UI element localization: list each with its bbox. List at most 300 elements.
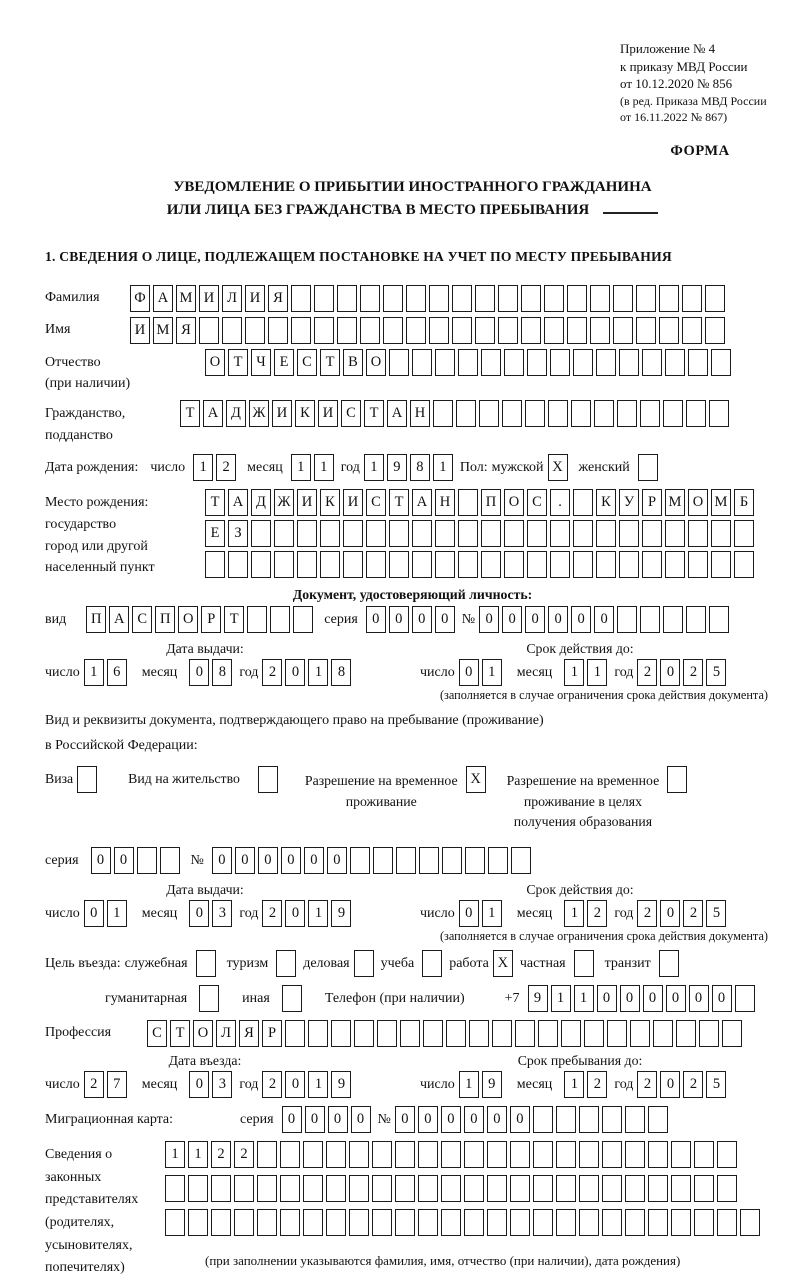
form-cell[interactable]: [544, 285, 564, 312]
form-cell[interactable]: [452, 285, 472, 312]
form-cell[interactable]: [383, 285, 403, 312]
form-cell[interactable]: Л: [216, 1020, 236, 1047]
form-cell[interactable]: [458, 489, 478, 516]
form-cell[interactable]: [446, 1020, 466, 1047]
form-cell[interactable]: [481, 520, 501, 547]
form-cell[interactable]: 7: [107, 1071, 127, 1098]
form-cell[interactable]: [349, 1175, 369, 1202]
form-cell[interactable]: С: [366, 489, 386, 516]
form-cell[interactable]: А: [153, 285, 173, 312]
form-cell[interactable]: П: [481, 489, 501, 516]
form-cell[interactable]: Т: [364, 400, 384, 427]
form-cell[interactable]: [372, 1141, 392, 1168]
form-cell[interactable]: [717, 1175, 737, 1202]
form-cell[interactable]: [373, 847, 393, 874]
form-cell[interactable]: С: [341, 400, 361, 427]
form-cell[interactable]: [642, 520, 662, 547]
form-cell[interactable]: 2: [262, 659, 282, 686]
form-cell[interactable]: [717, 1141, 737, 1168]
form-cell[interactable]: [498, 285, 518, 312]
form-cell[interactable]: [544, 317, 564, 344]
form-cell[interactable]: [337, 317, 357, 344]
form-cell[interactable]: [636, 317, 656, 344]
form-cell[interactable]: З: [228, 520, 248, 547]
form-cell[interactable]: [291, 285, 311, 312]
form-cell[interactable]: 1: [308, 659, 328, 686]
form-cell[interactable]: [665, 520, 685, 547]
form-cell[interactable]: [602, 1106, 622, 1133]
form-cell[interactable]: 1: [84, 659, 104, 686]
form-cell[interactable]: [694, 1141, 714, 1168]
form-cell[interactable]: [573, 520, 593, 547]
form-cell[interactable]: [418, 1175, 438, 1202]
form-cell[interactable]: 0: [571, 606, 591, 633]
form-cell[interactable]: Я: [268, 285, 288, 312]
form-cell[interactable]: 0: [189, 900, 209, 927]
form-cell[interactable]: X: [548, 454, 568, 481]
form-cell[interactable]: Т: [389, 489, 409, 516]
form-cell[interactable]: [665, 349, 685, 376]
form-cell[interactable]: [228, 551, 248, 578]
form-cell[interactable]: [709, 400, 729, 427]
form-cell[interactable]: 1: [107, 900, 127, 927]
form-cell[interactable]: 0: [464, 1106, 484, 1133]
form-cell[interactable]: [648, 1209, 668, 1236]
form-cell[interactable]: [487, 1209, 507, 1236]
form-cell[interactable]: [412, 551, 432, 578]
form-cell[interactable]: [326, 1209, 346, 1236]
form-cell[interactable]: 0: [689, 985, 709, 1012]
form-cell[interactable]: [441, 1209, 461, 1236]
form-cell[interactable]: 1: [188, 1141, 208, 1168]
form-cell[interactable]: [625, 1175, 645, 1202]
form-cell[interactable]: [389, 349, 409, 376]
form-cell[interactable]: [435, 551, 455, 578]
form-cell[interactable]: [354, 950, 374, 977]
form-cell[interactable]: [571, 400, 591, 427]
form-cell[interactable]: 1: [574, 985, 594, 1012]
form-cell[interactable]: [479, 400, 499, 427]
form-cell[interactable]: [694, 1209, 714, 1236]
form-cell[interactable]: [395, 1141, 415, 1168]
form-cell[interactable]: [366, 551, 386, 578]
form-cell[interactable]: [602, 1175, 622, 1202]
form-cell[interactable]: [590, 285, 610, 312]
form-cell[interactable]: С: [132, 606, 152, 633]
form-cell[interactable]: [475, 285, 495, 312]
form-cell[interactable]: [573, 349, 593, 376]
form-cell[interactable]: [458, 551, 478, 578]
form-cell[interactable]: Ж: [249, 400, 269, 427]
form-cell[interactable]: 1: [314, 454, 334, 481]
form-cell[interactable]: [671, 1141, 691, 1168]
form-cell[interactable]: [314, 285, 334, 312]
form-cell[interactable]: [276, 950, 296, 977]
form-cell[interactable]: [705, 285, 725, 312]
form-cell[interactable]: [717, 1209, 737, 1236]
form-cell[interactable]: [400, 1020, 420, 1047]
form-cell[interactable]: 0: [441, 1106, 461, 1133]
form-cell[interactable]: 0: [281, 847, 301, 874]
form-cell[interactable]: [556, 1209, 576, 1236]
form-cell[interactable]: [556, 1106, 576, 1133]
form-cell[interactable]: [492, 1020, 512, 1047]
form-cell[interactable]: [326, 1141, 346, 1168]
form-cell[interactable]: [303, 1141, 323, 1168]
form-cell[interactable]: .: [550, 489, 570, 516]
form-cell[interactable]: [389, 551, 409, 578]
form-cell[interactable]: [550, 551, 570, 578]
form-cell[interactable]: П: [155, 606, 175, 633]
form-cell[interactable]: [274, 520, 294, 547]
form-cell[interactable]: М: [711, 489, 731, 516]
form-cell[interactable]: 0: [189, 659, 209, 686]
form-cell[interactable]: 0: [389, 606, 409, 633]
form-cell[interactable]: Р: [201, 606, 221, 633]
form-cell[interactable]: М: [176, 285, 196, 312]
form-cell[interactable]: 0: [435, 606, 455, 633]
form-cell[interactable]: [349, 1141, 369, 1168]
form-cell[interactable]: [372, 1209, 392, 1236]
form-cell[interactable]: [165, 1209, 185, 1236]
form-cell[interactable]: [511, 847, 531, 874]
form-cell[interactable]: [640, 606, 660, 633]
form-cell[interactable]: Д: [251, 489, 271, 516]
form-cell[interactable]: 2: [587, 1071, 607, 1098]
form-cell[interactable]: [464, 1141, 484, 1168]
form-cell[interactable]: [533, 1175, 553, 1202]
form-cell[interactable]: [556, 1175, 576, 1202]
form-cell[interactable]: [297, 520, 317, 547]
form-cell[interactable]: [642, 349, 662, 376]
form-cell[interactable]: 0: [91, 847, 111, 874]
form-cell[interactable]: Л: [222, 285, 242, 312]
form-cell[interactable]: [406, 285, 426, 312]
form-cell[interactable]: [579, 1141, 599, 1168]
form-cell[interactable]: 2: [216, 454, 236, 481]
form-cell[interactable]: 0: [366, 606, 386, 633]
form-cell[interactable]: 0: [660, 900, 680, 927]
form-cell[interactable]: [659, 317, 679, 344]
form-cell[interactable]: 5: [706, 659, 726, 686]
form-cell[interactable]: Н: [410, 400, 430, 427]
form-cell[interactable]: 2: [683, 1071, 703, 1098]
form-cell[interactable]: [160, 847, 180, 874]
form-cell[interactable]: [527, 551, 547, 578]
form-cell[interactable]: [510, 1175, 530, 1202]
form-cell[interactable]: 0: [395, 1106, 415, 1133]
form-cell[interactable]: [711, 349, 731, 376]
form-cell[interactable]: [699, 1020, 719, 1047]
form-cell[interactable]: [617, 400, 637, 427]
form-cell[interactable]: [682, 285, 702, 312]
form-cell[interactable]: А: [109, 606, 129, 633]
form-cell[interactable]: [573, 551, 593, 578]
form-cell[interactable]: [538, 1020, 558, 1047]
form-cell[interactable]: [686, 400, 706, 427]
form-cell[interactable]: [579, 1175, 599, 1202]
form-cell[interactable]: Ж: [274, 489, 294, 516]
form-cell[interactable]: [303, 1209, 323, 1236]
form-cell[interactable]: [251, 551, 271, 578]
form-cell[interactable]: [441, 1175, 461, 1202]
form-cell[interactable]: 1: [308, 900, 328, 927]
form-cell[interactable]: [613, 285, 633, 312]
form-cell[interactable]: [556, 1141, 576, 1168]
form-cell[interactable]: [314, 317, 334, 344]
form-cell[interactable]: 1: [364, 454, 384, 481]
form-cell[interactable]: [648, 1106, 668, 1133]
form-cell[interactable]: Т: [180, 400, 200, 427]
form-cell[interactable]: [199, 317, 219, 344]
form-cell[interactable]: 2: [683, 900, 703, 927]
form-cell[interactable]: [258, 766, 278, 793]
form-cell[interactable]: [504, 551, 524, 578]
form-cell[interactable]: О: [504, 489, 524, 516]
form-cell[interactable]: [354, 1020, 374, 1047]
form-cell[interactable]: [653, 1020, 673, 1047]
form-cell[interactable]: 1: [193, 454, 213, 481]
form-cell[interactable]: [735, 985, 755, 1012]
form-cell[interactable]: [607, 1020, 627, 1047]
form-cell[interactable]: [527, 520, 547, 547]
form-cell[interactable]: Ч: [251, 349, 271, 376]
form-cell[interactable]: [625, 1209, 645, 1236]
form-cell[interactable]: Т: [320, 349, 340, 376]
form-cell[interactable]: [343, 551, 363, 578]
form-cell[interactable]: Б: [734, 489, 754, 516]
form-cell[interactable]: [521, 285, 541, 312]
form-cell[interactable]: 1: [551, 985, 571, 1012]
form-cell[interactable]: [688, 349, 708, 376]
form-cell[interactable]: Ф: [130, 285, 150, 312]
form-cell[interactable]: 0: [487, 1106, 507, 1133]
form-cell[interactable]: [636, 285, 656, 312]
form-cell[interactable]: [464, 1209, 484, 1236]
form-cell[interactable]: [619, 520, 639, 547]
form-cell[interactable]: [137, 847, 157, 874]
form-cell[interactable]: [671, 1209, 691, 1236]
form-cell[interactable]: [686, 606, 706, 633]
form-cell[interactable]: 1: [433, 454, 453, 481]
form-cell[interactable]: П: [86, 606, 106, 633]
form-cell[interactable]: [188, 1209, 208, 1236]
form-cell[interactable]: 5: [706, 900, 726, 927]
form-cell[interactable]: [711, 551, 731, 578]
form-cell[interactable]: 0: [285, 900, 305, 927]
form-cell[interactable]: 0: [351, 1106, 371, 1133]
form-cell[interactable]: [285, 1020, 305, 1047]
form-cell[interactable]: [280, 1209, 300, 1236]
form-cell[interactable]: 0: [548, 606, 568, 633]
form-cell[interactable]: [320, 551, 340, 578]
form-cell[interactable]: К: [320, 489, 340, 516]
form-cell[interactable]: [412, 520, 432, 547]
form-cell[interactable]: [663, 606, 683, 633]
form-cell[interactable]: [711, 520, 731, 547]
form-cell[interactable]: 8: [212, 659, 232, 686]
form-cell[interactable]: [533, 1106, 553, 1133]
form-cell[interactable]: [596, 349, 616, 376]
form-cell[interactable]: 0: [459, 659, 479, 686]
form-cell[interactable]: 9: [528, 985, 548, 1012]
form-cell[interactable]: [383, 317, 403, 344]
form-cell[interactable]: 3: [212, 900, 232, 927]
form-cell[interactable]: 8: [331, 659, 351, 686]
form-cell[interactable]: 1: [482, 900, 502, 927]
form-cell[interactable]: 9: [331, 1071, 351, 1098]
form-cell[interactable]: [257, 1141, 277, 1168]
form-cell[interactable]: [475, 317, 495, 344]
form-cell[interactable]: [280, 1175, 300, 1202]
form-cell[interactable]: [293, 606, 313, 633]
form-cell[interactable]: [504, 520, 524, 547]
form-cell[interactable]: К: [596, 489, 616, 516]
form-cell[interactable]: [602, 1141, 622, 1168]
form-cell[interactable]: [337, 285, 357, 312]
form-cell[interactable]: [481, 551, 501, 578]
form-cell[interactable]: [442, 847, 462, 874]
form-cell[interactable]: [671, 1175, 691, 1202]
form-cell[interactable]: 0: [114, 847, 134, 874]
form-cell[interactable]: 8: [410, 454, 430, 481]
form-cell[interactable]: [77, 766, 97, 793]
form-cell[interactable]: 0: [418, 1106, 438, 1133]
form-cell[interactable]: [199, 985, 219, 1012]
form-cell[interactable]: 1: [564, 900, 584, 927]
form-cell[interactable]: X: [493, 950, 513, 977]
form-cell[interactable]: С: [147, 1020, 167, 1047]
form-cell[interactable]: 2: [211, 1141, 231, 1168]
form-cell[interactable]: И: [245, 285, 265, 312]
form-cell[interactable]: [469, 1020, 489, 1047]
form-cell[interactable]: [567, 317, 587, 344]
form-cell[interactable]: [625, 1141, 645, 1168]
form-cell[interactable]: [548, 400, 568, 427]
form-cell[interactable]: [458, 349, 478, 376]
form-cell[interactable]: [594, 400, 614, 427]
form-cell[interactable]: У: [619, 489, 639, 516]
form-cell[interactable]: [574, 950, 594, 977]
form-cell[interactable]: [525, 400, 545, 427]
form-cell[interactable]: [452, 317, 472, 344]
form-cell[interactable]: [389, 520, 409, 547]
form-cell[interactable]: [429, 285, 449, 312]
form-cell[interactable]: [274, 551, 294, 578]
form-cell[interactable]: 0: [502, 606, 522, 633]
form-cell[interactable]: С: [297, 349, 317, 376]
form-cell[interactable]: [331, 1020, 351, 1047]
form-cell[interactable]: [487, 1141, 507, 1168]
form-cell[interactable]: [205, 551, 225, 578]
form-cell[interactable]: [282, 985, 302, 1012]
form-cell[interactable]: [722, 1020, 742, 1047]
form-cell[interactable]: [396, 847, 416, 874]
form-cell[interactable]: 2: [683, 659, 703, 686]
form-cell[interactable]: Е: [205, 520, 225, 547]
form-cell[interactable]: С: [527, 489, 547, 516]
form-cell[interactable]: [579, 1106, 599, 1133]
form-cell[interactable]: М: [665, 489, 685, 516]
form-cell[interactable]: [257, 1209, 277, 1236]
form-cell[interactable]: А: [203, 400, 223, 427]
form-cell[interactable]: 0: [510, 1106, 530, 1133]
form-cell[interactable]: 9: [387, 454, 407, 481]
form-cell[interactable]: [251, 520, 271, 547]
form-cell[interactable]: [360, 317, 380, 344]
form-cell[interactable]: [619, 349, 639, 376]
form-cell[interactable]: [630, 1020, 650, 1047]
form-cell[interactable]: 0: [412, 606, 432, 633]
form-cell[interactable]: [734, 551, 754, 578]
form-cell[interactable]: Р: [262, 1020, 282, 1047]
form-cell[interactable]: [418, 1141, 438, 1168]
form-cell[interactable]: 1: [564, 659, 584, 686]
form-cell[interactable]: [395, 1209, 415, 1236]
form-cell[interactable]: 1: [165, 1141, 185, 1168]
form-cell[interactable]: [625, 1106, 645, 1133]
form-cell[interactable]: 3: [212, 1071, 232, 1098]
form-cell[interactable]: Д: [226, 400, 246, 427]
form-cell[interactable]: [433, 400, 453, 427]
form-cell[interactable]: И: [272, 400, 292, 427]
form-cell[interactable]: [521, 317, 541, 344]
form-cell[interactable]: 0: [84, 900, 104, 927]
form-cell[interactable]: [435, 520, 455, 547]
form-cell[interactable]: [602, 1209, 622, 1236]
form-cell[interactable]: 9: [331, 900, 351, 927]
form-cell[interactable]: 9: [482, 1071, 502, 1098]
form-cell[interactable]: [245, 317, 265, 344]
form-cell[interactable]: [682, 317, 702, 344]
form-cell[interactable]: [550, 520, 570, 547]
form-cell[interactable]: [663, 400, 683, 427]
form-cell[interactable]: [196, 950, 216, 977]
form-cell[interactable]: [573, 489, 593, 516]
form-cell[interactable]: 0: [327, 847, 347, 874]
form-cell[interactable]: И: [199, 285, 219, 312]
form-cell[interactable]: [613, 317, 633, 344]
form-cell[interactable]: 2: [637, 659, 657, 686]
form-cell[interactable]: [188, 1175, 208, 1202]
form-cell[interactable]: [303, 1175, 323, 1202]
form-cell[interactable]: [596, 551, 616, 578]
form-cell[interactable]: [688, 520, 708, 547]
form-cell[interactable]: [617, 606, 637, 633]
form-cell[interactable]: 0: [282, 1106, 302, 1133]
form-cell[interactable]: [590, 317, 610, 344]
form-cell[interactable]: [659, 950, 679, 977]
form-cell[interactable]: Т: [228, 349, 248, 376]
form-cell[interactable]: [487, 1175, 507, 1202]
form-cell[interactable]: [435, 349, 455, 376]
form-cell[interactable]: [498, 317, 518, 344]
form-cell[interactable]: [638, 454, 658, 481]
form-cell[interactable]: А: [228, 489, 248, 516]
form-cell[interactable]: [465, 847, 485, 874]
form-cell[interactable]: И: [130, 317, 150, 344]
form-cell[interactable]: [596, 520, 616, 547]
form-cell[interactable]: [464, 1175, 484, 1202]
form-cell[interactable]: [456, 400, 476, 427]
form-cell[interactable]: [222, 317, 242, 344]
form-cell[interactable]: [349, 1209, 369, 1236]
form-cell[interactable]: 1: [291, 454, 311, 481]
form-cell[interactable]: [234, 1175, 254, 1202]
form-cell[interactable]: [308, 1020, 328, 1047]
form-cell[interactable]: [705, 317, 725, 344]
form-cell[interactable]: Е: [274, 349, 294, 376]
